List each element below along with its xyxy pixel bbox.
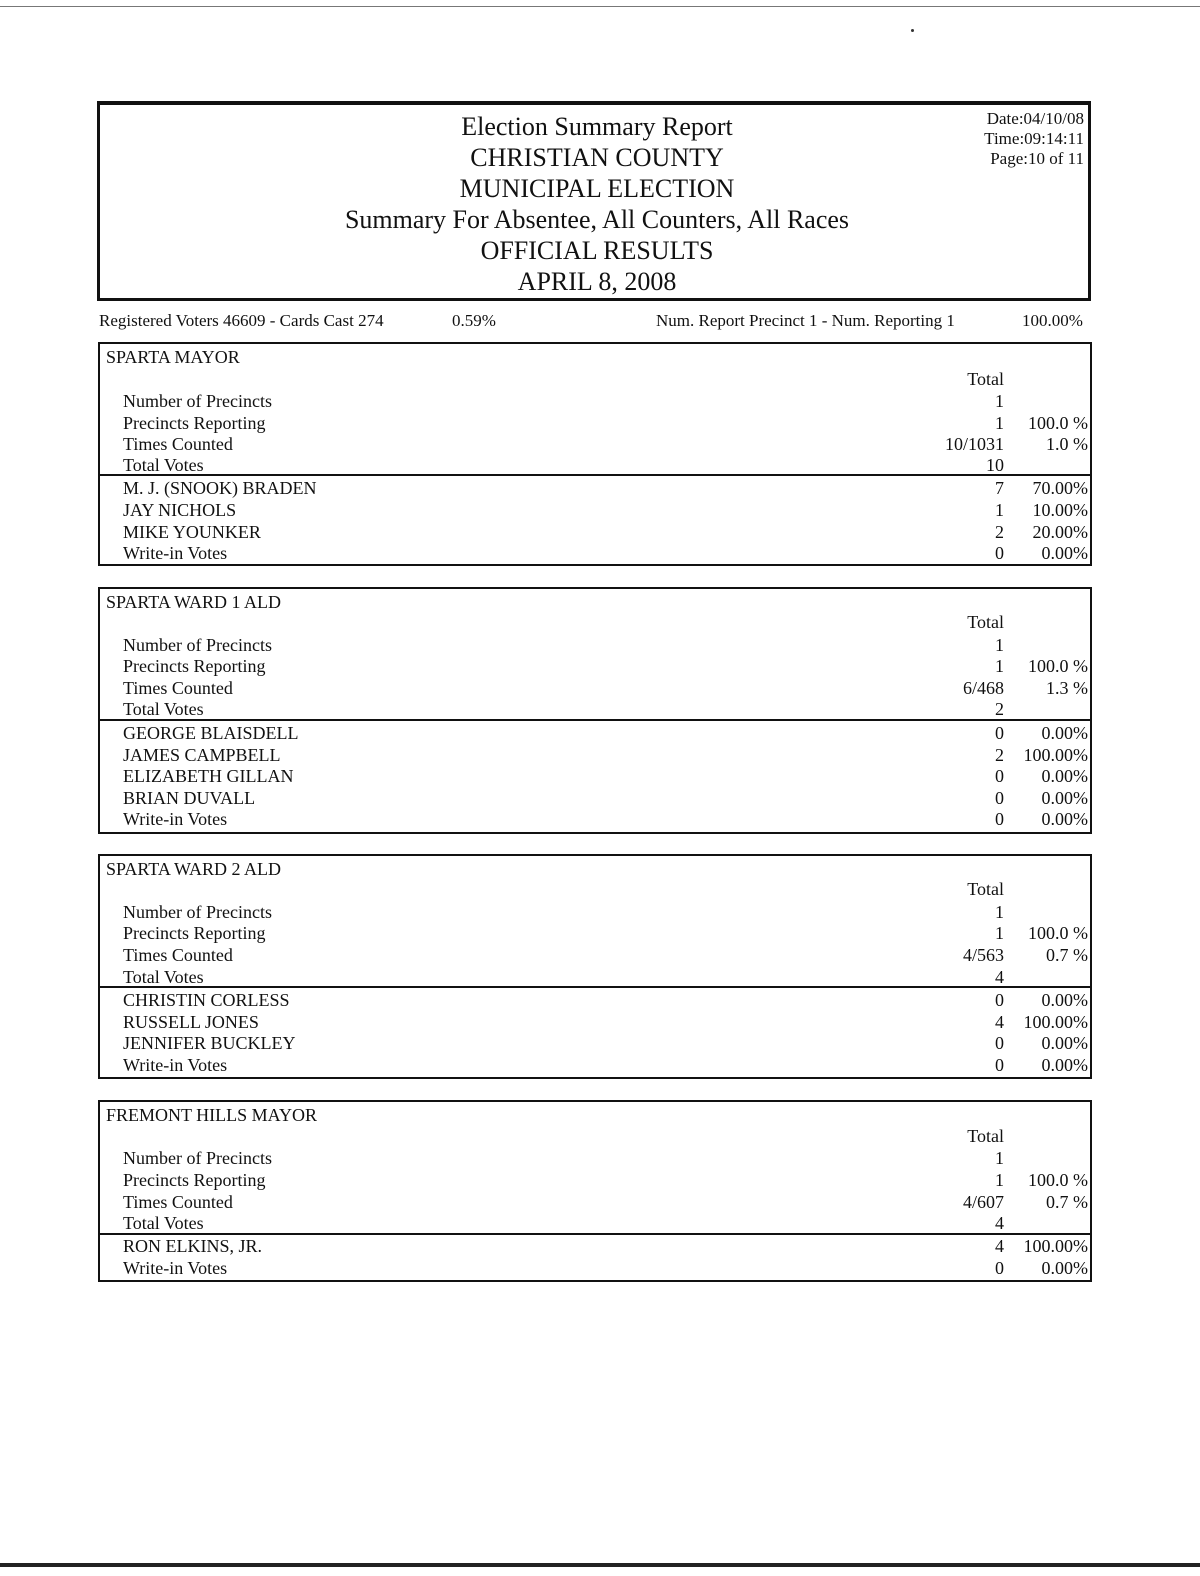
candidate-row: CHRISTIN CORLESS 0 0.00% — [123, 990, 1088, 1010]
stat-row: Precincts Reporting 1 100.0 % — [123, 413, 1088, 433]
stat-row: Times Counted 10/1031 1.0 % — [123, 434, 1088, 454]
section-divider — [100, 719, 1090, 721]
candidate-row: Write-in Votes 0 0.00% — [123, 809, 1088, 829]
stat-row: Precincts Reporting 1 100.0 % — [123, 923, 1088, 943]
stat-row: Number of Precincts 1 — [123, 902, 1004, 922]
reporting-summary: Num. Report Precinct 1 - Num. Reporting 1 — [656, 311, 955, 330]
stat-row: Total Votes 4 — [123, 1213, 1004, 1233]
race-sparta-ward-2-ald — [98, 854, 1092, 1079]
stat-row: Number of Precincts 1 — [123, 391, 1004, 411]
report-title: Election Summary Report — [461, 112, 733, 141]
race-title: SPARTA WARD 1 ALD — [106, 592, 282, 612]
total-column-header: Total — [967, 879, 1004, 899]
section-divider — [100, 474, 1090, 476]
total-column-header: Total — [967, 1126, 1004, 1146]
candidate-row: BRIAN DUVALL 0 0.00% — [123, 788, 1088, 808]
candidate-row: JAY NICHOLS 1 10.00% — [123, 500, 1088, 520]
candidate-row: RON ELKINS, JR. 4 100.00% — [123, 1236, 1088, 1256]
candidate-row: Write-in Votes 0 0.00% — [123, 1258, 1088, 1278]
stat-row: Total Votes 10 — [123, 455, 1004, 475]
candidate-row: RUSSELL JONES 4 100.00% — [123, 1012, 1088, 1032]
results-status: OFFICIAL RESULTS — [480, 236, 714, 265]
scan-speck — [911, 29, 914, 32]
candidate-row: M. J. (SNOOK) BRADEN 7 70.00% — [123, 478, 1088, 498]
candidate-row: MIKE YOUNKER 2 20.00% — [123, 522, 1088, 542]
candidate-row: GEORGE BLAISDELL 0 0.00% — [123, 723, 1088, 743]
race-sparta-ward-1-ald — [98, 587, 1092, 834]
report-time: Time:09:14:11 — [984, 129, 1084, 148]
stat-row: Number of Precincts 1 — [123, 635, 1004, 655]
stat-row: Times Counted 4/607 0.7 % — [123, 1192, 1088, 1212]
county-name: CHRISTIAN COUNTY — [470, 143, 724, 172]
stat-row: Times Counted 6/468 1.3 % — [123, 678, 1088, 698]
registered-voters: Registered Voters 46609 - Cards Cast 274 — [99, 311, 384, 330]
election-date: APRIL 8, 2008 — [517, 267, 677, 296]
race-sparta-mayor — [98, 342, 1092, 566]
scan-edge-top — [0, 6, 1200, 7]
stat-row: Precincts Reporting 1 100.0 % — [123, 656, 1088, 676]
stat-row: Number of Precincts 1 — [123, 1148, 1004, 1168]
turnout-percent: 0.59% — [452, 311, 496, 330]
election-name: MUNICIPAL ELECTION — [459, 174, 735, 203]
race-title: FREMONT HILLS MAYOR — [106, 1105, 318, 1125]
stat-row: Total Votes 2 — [123, 699, 1004, 719]
stat-row: Precincts Reporting 1 100.0 % — [123, 1170, 1088, 1190]
report-header — [97, 101, 1091, 301]
race-title: SPARTA WARD 2 ALD — [106, 859, 282, 879]
stat-row: Times Counted 4/563 0.7 % — [123, 945, 1088, 965]
candidate-row: JENNIFER BUCKLEY 0 0.00% — [123, 1033, 1088, 1053]
candidate-row: Write-in Votes 0 0.00% — [123, 543, 1088, 563]
section-divider — [100, 986, 1090, 988]
report-date: Date:04/10/08 — [986, 109, 1084, 128]
report-meta — [984, 109, 1084, 169]
total-column-header: Total — [967, 612, 1004, 632]
race-fremont-hills-mayor — [98, 1100, 1092, 1282]
candidate-row: JAMES CAMPBELL 2 100.00% — [123, 745, 1088, 765]
candidate-row: Write-in Votes 0 0.00% — [123, 1055, 1088, 1075]
candidate-row: ELIZABETH GILLAN 0 0.00% — [123, 766, 1088, 786]
race-title: SPARTA MAYOR — [106, 347, 240, 367]
total-column-header: Total — [967, 369, 1004, 389]
report-page: Page:10 of 11 — [990, 149, 1084, 168]
summary-type: Summary For Absentee, All Counters, All Races — [344, 205, 850, 234]
reporting-percent: 100.00% — [1022, 311, 1083, 330]
scan-edge-bottom — [0, 1563, 1200, 1567]
stat-row: Total Votes 4 — [123, 967, 1004, 987]
